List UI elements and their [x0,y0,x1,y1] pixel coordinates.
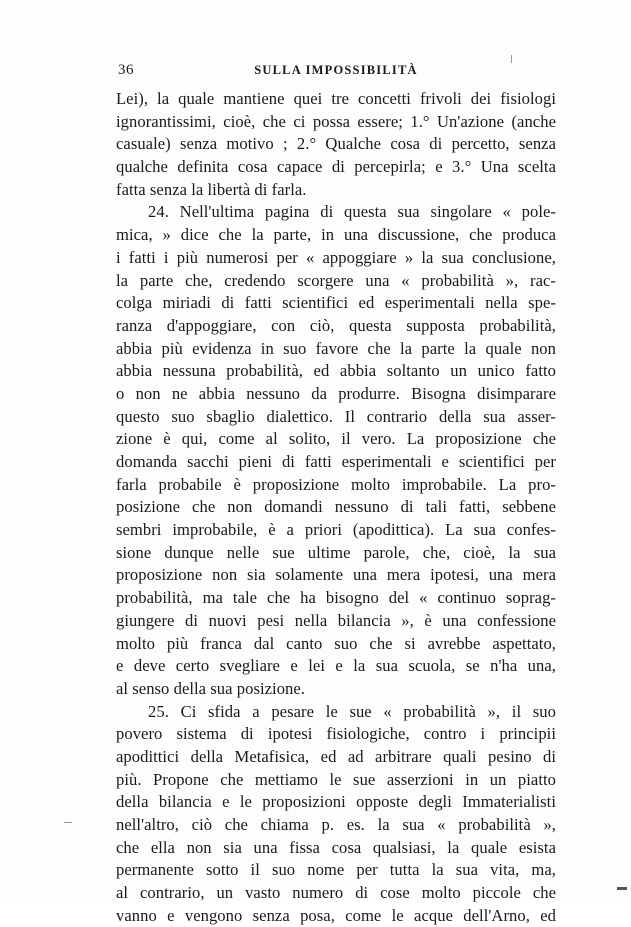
text-line: sembri improbabile, è a priori (apodittica). La sua confes- [116,520,556,540]
text-line: abbia nessuna probabilità, ed abbia soltanto un unico fatto [116,361,556,381]
text-line: o non ne abbia nessuno da produrre. Bisogna disimparare [116,383,556,403]
text-line: proposizione non sia solamente una mera ipotesi, una mera [116,565,556,585]
text-line: colga miriadi di fatti scientifici ed esperimentali nella spe- [116,293,556,313]
body-text [116,88,556,927]
text-line: al contrario, un vasto numero di cose molto piccole che [116,883,556,903]
text-line: della bilancia e le proposizioni opposte degli Immaterialisti [116,792,556,812]
page-header [112,62,560,82]
text-line: ranza d'appoggiare, con ciò, questa supposta probabilità, [116,315,556,335]
paragraph-start-25: 25. Ci sfida a pesare le sue « probabilità », il suo [148,701,556,721]
scan-mark-right [617,887,627,890]
paragraph-start-24: 24. Nell'ultima pagina di questa sua singolare « pole- [148,202,556,222]
text-line: giungere di nuovi pesi nella bilancia », è una confessione [116,610,556,630]
text-line: ignorantissimi, cioè, che ci possa essere; 1.° Un'azione (anche [116,111,556,131]
text-line: farla probabile è proposizione molto improbabile. La pro- [116,474,556,494]
text-line: povero sistema di ipotesi fisiologiche, contro i principii [116,724,556,744]
text-line: sione dunque nelle sue ultime parole, che, cioè, la sua [116,542,556,562]
text-line: più. Propone che mettiamo le sue asserzioni in un piatto [116,769,556,789]
text-line: posizione che non domandi nessuno di tali fatti, sebbene [116,497,556,517]
text-line: apodittici della Metafisica, ed ad arbitrare quali pesino di [116,746,556,766]
scan-mark-left [64,822,72,823]
text-line: abbia più evidenza in suo favore che la parte la quale non [116,338,556,358]
text-line: che ella non sia una fissa cosa qualsiasi, la quale esista [116,837,556,857]
text-line: la parte che, credendo scorgere una « probabilità », rac- [116,270,556,290]
text-line: Lei), la quale mantiene quei tre concetti frivoli dei fisiologi [116,89,556,108]
text-line: molto più franca dal canto suo che si avrebbe aspettato, [116,633,556,653]
page-number: 36 [118,62,134,78]
text-line: al senso della sua posizione. [116,678,306,698]
scan-mark-top [511,55,512,63]
text-line: vanno e vengono senza posa, come le acque dell'Arno, ed [116,905,556,925]
text-line: qualche definita cosa capace di percepirla; e 3.° Una scelta [116,157,556,177]
running-head: SULLA IMPOSSIBILITÀ [254,63,418,77]
text-line: questo suo sbaglio dialettico. Il contrario della sua asser- [116,406,556,426]
text-line: nell'altro, ciò che chiama p. es. la sua « probabilità », [116,815,556,834]
text-line: fatta senza la libertà di farla. [116,179,307,199]
text-line: casuale) senza motivo ; 2.° Qualche cosa di percetto, senza [116,134,556,154]
text-line: zione è qui, come al solito, il vero. La proposizione che [116,429,556,449]
text-line: domanda sacchi pieni di fatti esperimentali e scientifici per [116,452,556,471]
text-line: probabilità, ma tale che ha bisogno del « continuo soprag- [116,588,556,608]
text-line: mica, » dice che la parte, in una discussione, che produca [116,225,556,245]
text-line: e deve certo svegliare e lei e la sua scuola, se n'ha una, [116,656,556,676]
text-line: i fatti i più numerosi per « appoggiare » la sua conclusione, [116,247,556,267]
text-line: permanente sotto il suo nome per tutta la sua vita, ma, [116,860,556,880]
